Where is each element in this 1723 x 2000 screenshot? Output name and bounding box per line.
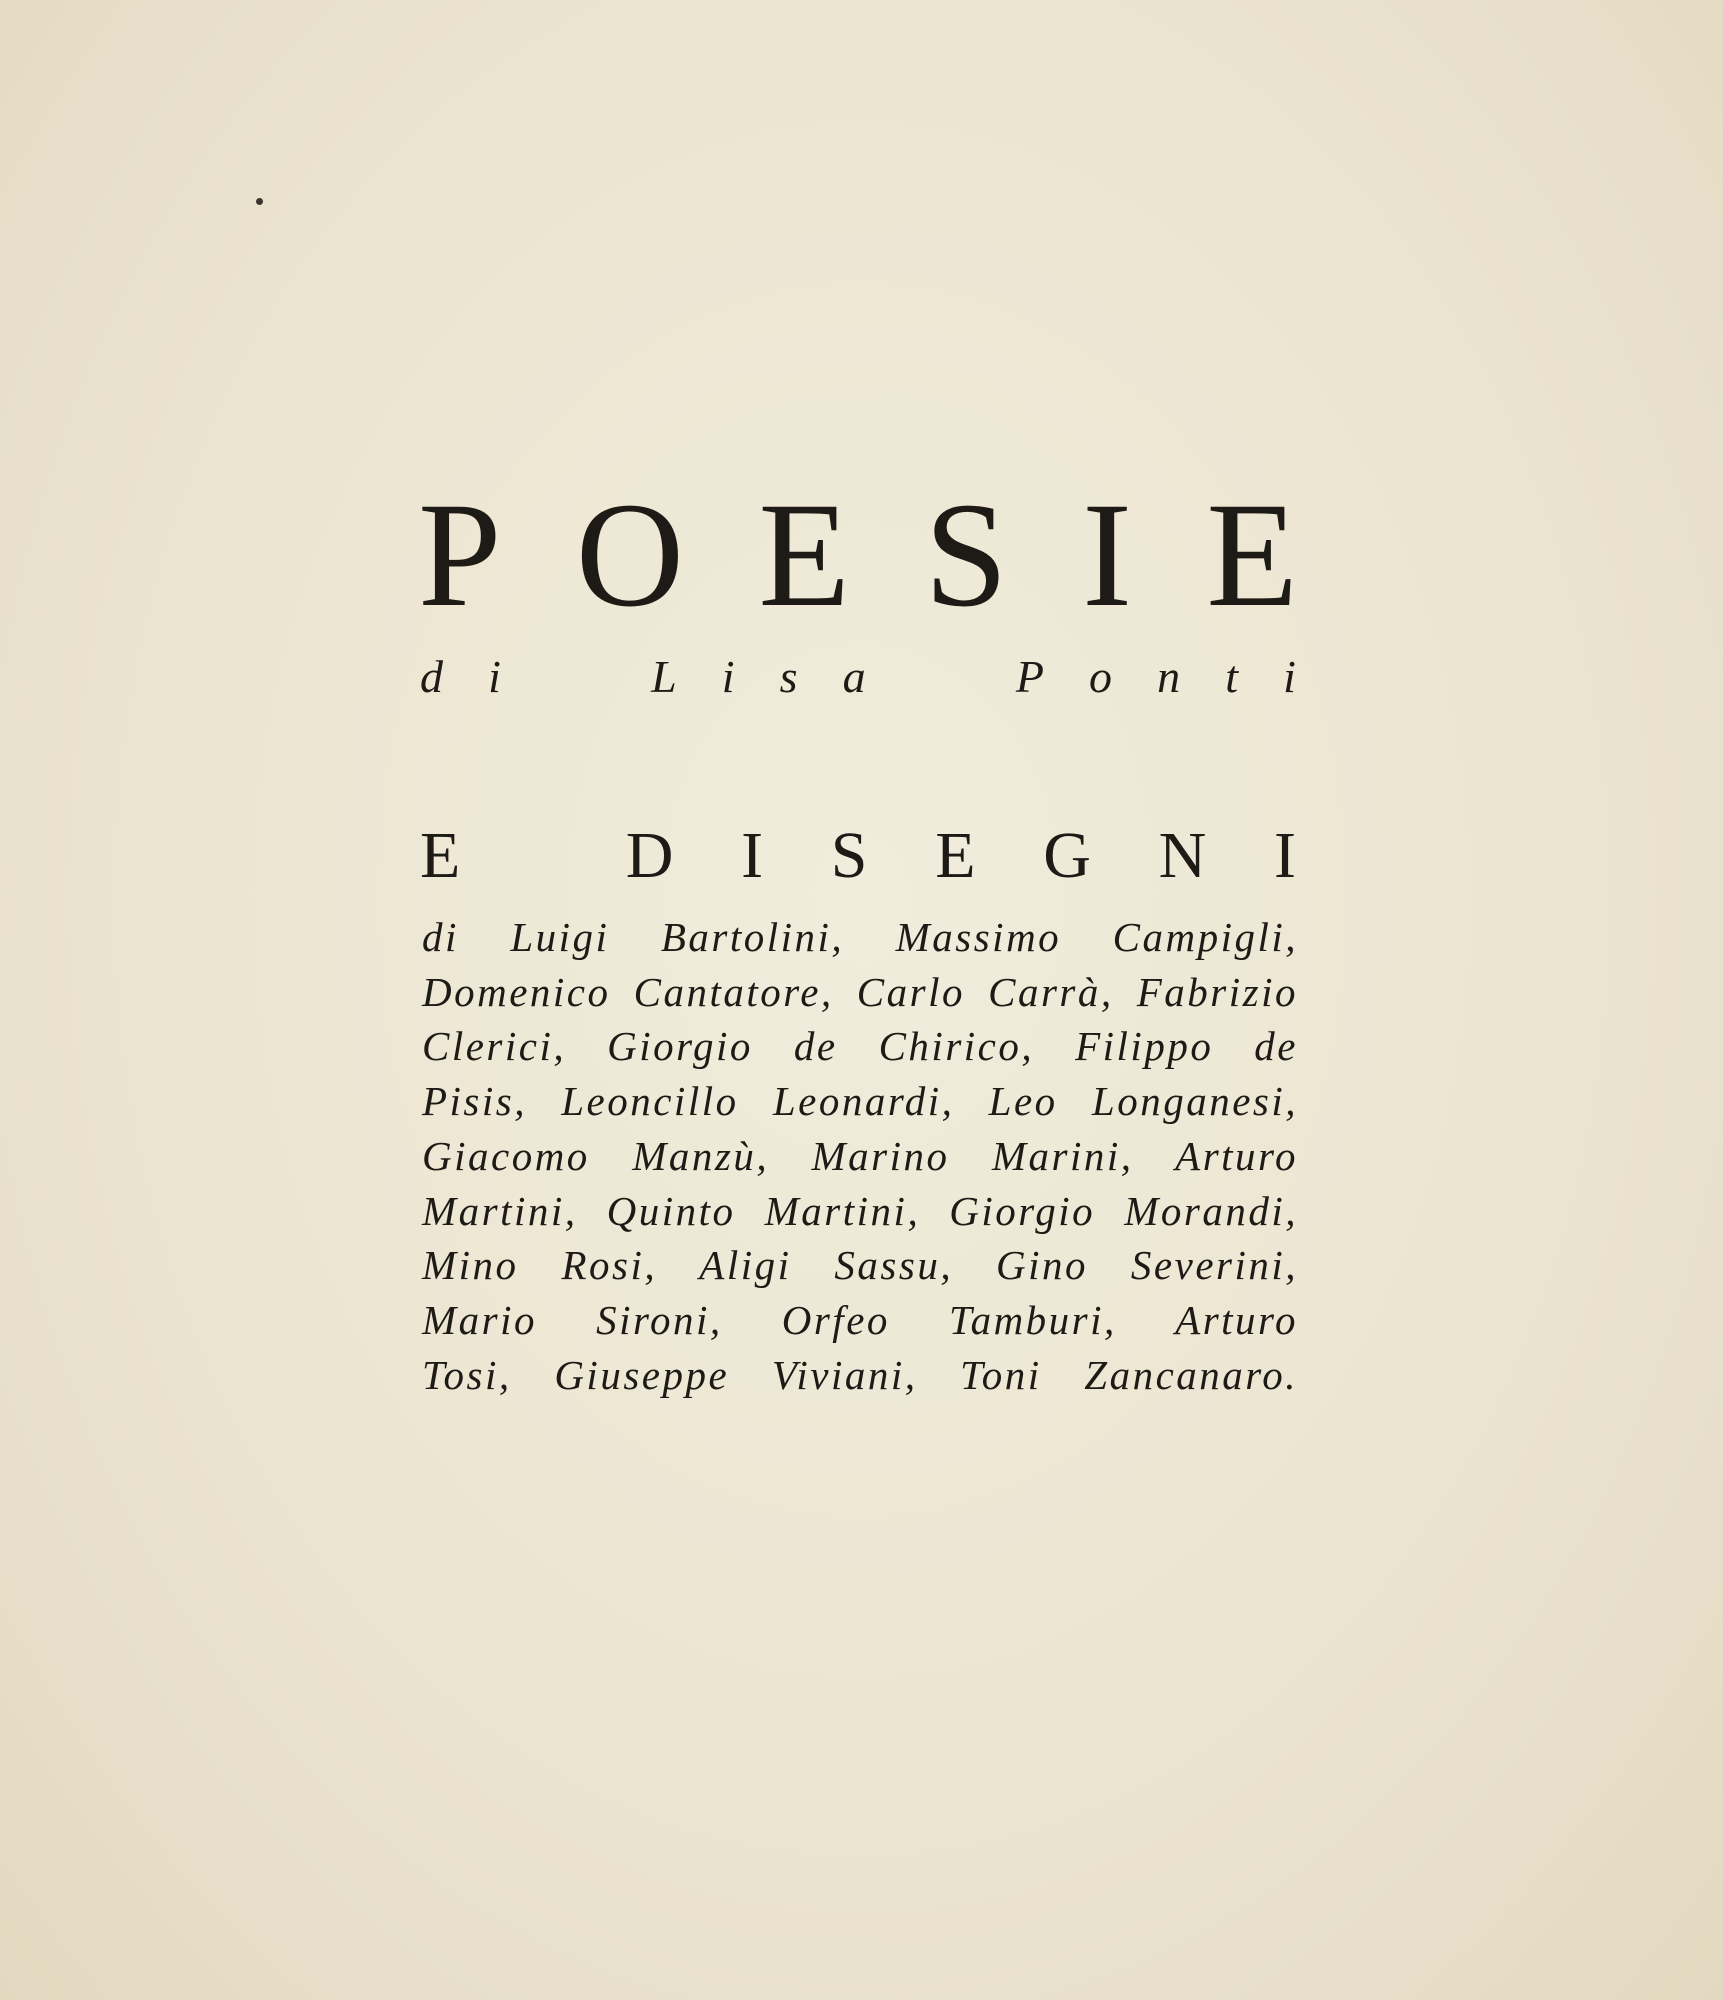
artists-line: Pisis, Leoncillo Leonardi, Leo Longanesi, [422, 1078, 1298, 1125]
author-letter: i [488, 651, 501, 702]
title-letter: S [924, 472, 1008, 638]
author-letter: n [1157, 651, 1181, 702]
subtitle-letter: I [1274, 819, 1296, 892]
artists-list [422, 910, 1298, 1402]
page-title [418, 472, 1298, 638]
artists-line: Domenico Cantatore, Carlo Carrà, Fabrizio [422, 968, 1298, 1015]
author-letter: o [1089, 651, 1113, 702]
subtitle-letter: N [1158, 819, 1207, 892]
author-letter: s [779, 651, 798, 702]
artists-line: Clerici, Giorgio de Chirico, Filippo de [422, 1023, 1298, 1070]
author-space [911, 654, 971, 700]
subtitle-letter: G [1043, 819, 1091, 892]
author-letter: L [651, 651, 677, 702]
subtitle-letter: D [625, 819, 674, 892]
author-letter: t [1225, 651, 1238, 702]
author-space [546, 654, 606, 700]
subtitle-letter: I [741, 819, 764, 892]
author-letter: a [842, 651, 866, 702]
artists-line: Mario Sironi, Orfeo Tamburi, Arturo [422, 1296, 1298, 1343]
subtitle-space [528, 823, 558, 889]
subtitle-letter: E [935, 819, 976, 892]
artists-line: Tosi, Giuseppe Viviani, Toni Zancanaro. [422, 1351, 1298, 1398]
title-letter: P [418, 472, 502, 638]
title-letter: E [758, 472, 851, 638]
author-letter: P [1015, 651, 1044, 702]
author-line [420, 651, 1296, 702]
author-letter: d [420, 651, 443, 702]
artists-line: di Luigi Bartolini, Massimo Campigli, [422, 914, 1298, 960]
subtitle-letter: E [420, 819, 461, 892]
artists-line: Giacomo Manzù, Marino Marini, Arturo [422, 1132, 1298, 1179]
subtitle [420, 819, 1296, 892]
paper-speck [256, 198, 263, 205]
author-letter: i [1283, 651, 1296, 702]
artists-line: Martini, Quinto Martini, Giorgio Morandi, [422, 1187, 1298, 1234]
subtitle-letter: S [830, 819, 868, 892]
title-letter: I [1082, 472, 1133, 638]
author-letter: i [721, 651, 735, 702]
title-letter: E [1206, 472, 1298, 638]
artists-line: Mino Rosi, Aligi Sassu, Gino Severini, [422, 1242, 1298, 1289]
title-letter: O [575, 472, 685, 638]
